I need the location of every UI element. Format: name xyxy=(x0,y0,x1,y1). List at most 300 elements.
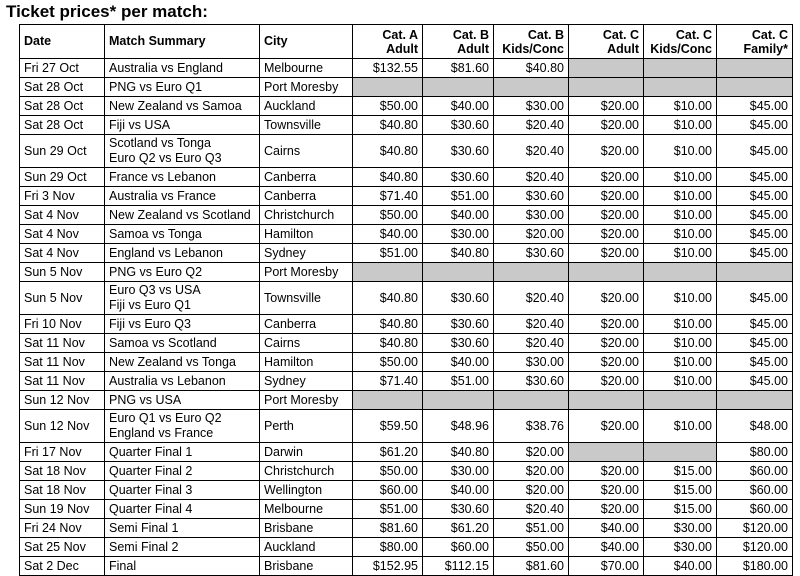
match-summary-cell xyxy=(105,353,260,372)
price-cell: $10.00 xyxy=(644,353,717,372)
price-cell: $10.00 xyxy=(644,225,717,244)
header-match-summary: Match Summary xyxy=(105,25,260,59)
match-name: PNG vs Euro Q2 xyxy=(109,264,203,279)
match-name: Samoa vs Scotland xyxy=(109,335,217,350)
match-summary-cell xyxy=(105,78,260,97)
city-cell: Townsville xyxy=(260,116,353,135)
price-cell: $60.00 xyxy=(717,462,793,481)
unavailable-price-cell xyxy=(717,78,793,97)
date-cell: Sat 4 Nov xyxy=(20,244,105,263)
price-cell: $59.50 xyxy=(353,410,423,443)
unavailable-price-cell xyxy=(644,443,717,462)
city-cell: Townsville xyxy=(260,282,353,315)
table-row xyxy=(20,206,793,225)
city-cell: Christchurch xyxy=(260,206,353,225)
price-cell: $48.00 xyxy=(717,410,793,443)
match-summary-cell xyxy=(105,557,260,576)
price-cell: $45.00 xyxy=(717,225,793,244)
city-cell: Melbourne xyxy=(260,500,353,519)
match-name: England vs Lebanon xyxy=(109,245,223,260)
match-summary-cell xyxy=(105,97,260,116)
price-cell: $30.00 xyxy=(494,97,569,116)
match-summary-cell xyxy=(105,410,260,443)
price-cell: $61.20 xyxy=(423,519,494,538)
unavailable-price-cell xyxy=(717,263,793,282)
match-summary-cell xyxy=(105,59,260,78)
date-cell: Sat 4 Nov xyxy=(20,225,105,244)
price-cell: $45.00 xyxy=(717,244,793,263)
city-cell: Sydney xyxy=(260,372,353,391)
ticket-price-table xyxy=(19,24,793,576)
price-cell: $40.80 xyxy=(353,168,423,187)
price-cell: $20.40 xyxy=(494,282,569,315)
match-name: Quarter Final 1 xyxy=(109,444,193,459)
price-cell: $40.00 xyxy=(353,225,423,244)
price-cell: $45.00 xyxy=(717,187,793,206)
price-cell: $30.00 xyxy=(423,225,494,244)
unavailable-price-cell xyxy=(569,78,644,97)
price-cell: $50.00 xyxy=(353,353,423,372)
price-cell: $20.00 xyxy=(569,481,644,500)
header-label-line: Adult xyxy=(607,41,639,56)
price-cell: $50.00 xyxy=(353,97,423,116)
price-cell: $20.00 xyxy=(569,187,644,206)
date-cell: Sun 5 Nov xyxy=(20,282,105,315)
city-cell: Hamilton xyxy=(260,353,353,372)
price-cell: $70.00 xyxy=(569,557,644,576)
price-cell: $132.55 xyxy=(353,59,423,78)
city-cell: Port Moresby xyxy=(260,391,353,410)
date-cell: Sun 5 Nov xyxy=(20,263,105,282)
match-name: Euro Q2 vs Euro Q3 xyxy=(109,151,222,165)
price-cell: $80.00 xyxy=(353,538,423,557)
price-cell: $180.00 xyxy=(717,557,793,576)
table-row xyxy=(20,538,793,557)
price-cell: $30.60 xyxy=(423,315,494,334)
price-cell: $30.60 xyxy=(494,244,569,263)
match-name: New Zealand vs Scotland xyxy=(109,207,251,222)
price-cell: $20.00 xyxy=(569,500,644,519)
price-cell: $30.60 xyxy=(423,334,494,353)
match-summary-cell xyxy=(105,116,260,135)
price-cell: $20.40 xyxy=(494,135,569,168)
date-cell: Sat 11 Nov xyxy=(20,353,105,372)
table-row xyxy=(20,462,793,481)
city-cell: Port Moresby xyxy=(260,263,353,282)
price-cell: $51.00 xyxy=(494,519,569,538)
price-cell: $50.00 xyxy=(494,538,569,557)
unavailable-price-cell xyxy=(423,391,494,410)
price-cell: $40.00 xyxy=(423,206,494,225)
city-cell: Melbourne xyxy=(260,59,353,78)
price-cell: $10.00 xyxy=(644,168,717,187)
table-row xyxy=(20,225,793,244)
price-cell: $120.00 xyxy=(717,538,793,557)
price-cell: $20.00 xyxy=(569,116,644,135)
price-cell: $40.00 xyxy=(423,97,494,116)
match-summary-cell xyxy=(105,538,260,557)
match-name: Quarter Final 3 xyxy=(109,482,193,497)
unavailable-price-cell xyxy=(353,263,423,282)
price-cell: $15.00 xyxy=(644,500,717,519)
match-name: Semi Final 1 xyxy=(109,520,179,535)
price-cell: $20.00 xyxy=(569,225,644,244)
match-name: New Zealand vs Tonga xyxy=(109,354,236,369)
match-name: Samoa vs Tonga xyxy=(109,226,202,241)
unavailable-price-cell xyxy=(644,78,717,97)
date-cell: Fri 17 Nov xyxy=(20,443,105,462)
price-cell: $40.00 xyxy=(423,353,494,372)
price-cell: $30.00 xyxy=(423,462,494,481)
price-cell: $30.60 xyxy=(423,282,494,315)
date-cell: Sat 28 Oct xyxy=(20,78,105,97)
match-name: Fiji vs Euro Q3 xyxy=(109,316,191,331)
price-cell: $10.00 xyxy=(644,244,717,263)
table-row xyxy=(20,135,793,168)
price-cell: $45.00 xyxy=(717,334,793,353)
match-summary-cell xyxy=(105,372,260,391)
date-cell: Sat 25 Nov xyxy=(20,538,105,557)
price-cell: $20.00 xyxy=(569,97,644,116)
header-label-line: Cat. B xyxy=(452,27,489,42)
header-cat-b-kids-conc xyxy=(494,25,569,59)
table-row xyxy=(20,59,793,78)
match-name: England vs France xyxy=(109,426,214,440)
price-cell: $51.00 xyxy=(423,372,494,391)
price-cell: $20.00 xyxy=(569,334,644,353)
header-label-line: Family* xyxy=(743,41,788,56)
unavailable-price-cell xyxy=(644,391,717,410)
date-cell: Sat 18 Nov xyxy=(20,481,105,500)
price-cell: $60.00 xyxy=(353,481,423,500)
match-summary-cell xyxy=(105,315,260,334)
date-cell: Sun 19 Nov xyxy=(20,500,105,519)
price-cell: $40.00 xyxy=(423,481,494,500)
city-cell: Canberra xyxy=(260,168,353,187)
price-cell: $81.60 xyxy=(423,59,494,78)
match-name: Australia vs Lebanon xyxy=(109,373,226,388)
price-cell: $15.00 xyxy=(644,481,717,500)
price-cell: $40.80 xyxy=(423,244,494,263)
header-label-line: Cat. C xyxy=(751,27,788,42)
price-cell: $71.40 xyxy=(353,187,423,206)
city-cell: Cairns xyxy=(260,334,353,353)
price-cell: $30.00 xyxy=(494,206,569,225)
price-cell: $20.00 xyxy=(494,462,569,481)
price-cell: $40.80 xyxy=(423,443,494,462)
date-cell: Fri 24 Nov xyxy=(20,519,105,538)
table-row xyxy=(20,187,793,206)
price-cell: $10.00 xyxy=(644,97,717,116)
price-cell: $15.00 xyxy=(644,462,717,481)
table-row xyxy=(20,315,793,334)
price-cell: $51.00 xyxy=(353,244,423,263)
date-cell: Sat 4 Nov xyxy=(20,206,105,225)
unavailable-price-cell xyxy=(353,78,423,97)
price-cell: $10.00 xyxy=(644,315,717,334)
unavailable-price-cell xyxy=(569,391,644,410)
date-cell: Sat 2 Dec xyxy=(20,557,105,576)
match-name: PNG vs USA xyxy=(109,392,182,407)
price-cell: $10.00 xyxy=(644,206,717,225)
match-name: Final xyxy=(109,558,137,573)
price-cell: $40.80 xyxy=(353,282,423,315)
table-row xyxy=(20,443,793,462)
price-cell: $20.00 xyxy=(494,443,569,462)
price-cell: $20.00 xyxy=(494,225,569,244)
price-cell: $51.00 xyxy=(353,500,423,519)
price-cell: $45.00 xyxy=(717,206,793,225)
header-label-line: Kids/Conc xyxy=(502,41,564,56)
city-cell: Perth xyxy=(260,410,353,443)
price-cell: $45.00 xyxy=(717,168,793,187)
price-cell: $30.60 xyxy=(423,500,494,519)
price-cell: $61.20 xyxy=(353,443,423,462)
header-label-line: Kids/Conc xyxy=(650,41,712,56)
price-cell: $30.60 xyxy=(423,135,494,168)
price-cell: $20.40 xyxy=(494,334,569,353)
date-cell: Sat 28 Oct xyxy=(20,97,105,116)
table-row xyxy=(20,263,793,282)
city-cell: Darwin xyxy=(260,443,353,462)
price-cell: $20.00 xyxy=(569,282,644,315)
match-summary-cell xyxy=(105,282,260,315)
price-cell: $10.00 xyxy=(644,116,717,135)
page-title: Ticket prices* per match: xyxy=(6,2,208,21)
table-row xyxy=(20,410,793,443)
unavailable-price-cell xyxy=(423,78,494,97)
price-cell: $30.00 xyxy=(494,353,569,372)
city-cell: Canberra xyxy=(260,315,353,334)
table-row xyxy=(20,244,793,263)
price-cell: $20.40 xyxy=(494,500,569,519)
table-row xyxy=(20,481,793,500)
date-cell: Sat 28 Oct xyxy=(20,116,105,135)
city-cell: Sydney xyxy=(260,244,353,263)
unavailable-price-cell xyxy=(717,391,793,410)
price-cell: $45.00 xyxy=(717,315,793,334)
header-label-line: Cat. A xyxy=(382,27,418,42)
price-cell: $45.00 xyxy=(717,97,793,116)
price-cell: $71.40 xyxy=(353,372,423,391)
match-summary-cell xyxy=(105,462,260,481)
header-label-line: Adult xyxy=(386,41,418,56)
header-label-line: Adult xyxy=(457,41,489,56)
date-cell: Sun 12 Nov xyxy=(20,410,105,443)
unavailable-price-cell xyxy=(569,59,644,78)
price-cell: $152.95 xyxy=(353,557,423,576)
table-row xyxy=(20,500,793,519)
price-cell: $20.40 xyxy=(494,116,569,135)
price-cell: $10.00 xyxy=(644,135,717,168)
header-date: Date xyxy=(20,25,105,59)
price-cell: $40.80 xyxy=(353,334,423,353)
price-cell: $10.00 xyxy=(644,187,717,206)
price-cell: $30.60 xyxy=(494,372,569,391)
date-cell: Fri 27 Oct xyxy=(20,59,105,78)
match-name: Scotland vs Tonga xyxy=(109,136,211,150)
match-summary-cell xyxy=(105,168,260,187)
price-cell: $20.40 xyxy=(494,315,569,334)
city-cell: Auckland xyxy=(260,97,353,116)
price-cell: $45.00 xyxy=(717,282,793,315)
price-cell: $51.00 xyxy=(423,187,494,206)
table-row xyxy=(20,372,793,391)
price-cell: $40.80 xyxy=(494,59,569,78)
date-cell: Fri 10 Nov xyxy=(20,315,105,334)
price-cell: $20.00 xyxy=(569,410,644,443)
unavailable-price-cell xyxy=(423,263,494,282)
date-cell: Sat 18 Nov xyxy=(20,462,105,481)
match-summary-cell xyxy=(105,135,260,168)
table-row xyxy=(20,168,793,187)
header-label-line: Cat. B xyxy=(527,27,564,42)
match-summary-cell xyxy=(105,391,260,410)
price-cell: $38.76 xyxy=(494,410,569,443)
match-summary-cell xyxy=(105,443,260,462)
city-cell: Brisbane xyxy=(260,519,353,538)
price-cell: $10.00 xyxy=(644,410,717,443)
price-cell: $20.00 xyxy=(569,206,644,225)
date-cell: Sun 29 Oct xyxy=(20,135,105,168)
date-cell: Sat 11 Nov xyxy=(20,372,105,391)
price-cell: $40.80 xyxy=(353,135,423,168)
price-cell: $81.60 xyxy=(353,519,423,538)
price-cell: $30.00 xyxy=(644,519,717,538)
match-summary-cell xyxy=(105,225,260,244)
match-name: PNG vs Euro Q1 xyxy=(109,79,203,94)
date-cell: Sat 11 Nov xyxy=(20,334,105,353)
price-cell: $20.00 xyxy=(569,372,644,391)
match-summary-cell xyxy=(105,481,260,500)
date-cell: Sun 12 Nov xyxy=(20,391,105,410)
table-row xyxy=(20,557,793,576)
price-cell: $45.00 xyxy=(717,135,793,168)
price-cell: $45.00 xyxy=(717,116,793,135)
city-cell: Hamilton xyxy=(260,225,353,244)
unavailable-price-cell xyxy=(494,263,569,282)
match-summary-cell xyxy=(105,187,260,206)
match-name: Euro Q3 vs USA xyxy=(109,283,201,297)
table-row xyxy=(20,353,793,372)
match-name: Fiji vs USA xyxy=(109,117,171,132)
match-summary-cell xyxy=(105,263,260,282)
match-name: Fiji vs Euro Q1 xyxy=(109,298,191,312)
price-cell: $60.00 xyxy=(717,500,793,519)
city-cell: Wellington xyxy=(260,481,353,500)
price-cell: $40.80 xyxy=(353,315,423,334)
price-cell: $40.00 xyxy=(569,519,644,538)
unavailable-price-cell xyxy=(569,263,644,282)
match-name: France vs Lebanon xyxy=(109,169,217,184)
table-row xyxy=(20,78,793,97)
price-cell: $20.00 xyxy=(569,168,644,187)
city-cell: Auckland xyxy=(260,538,353,557)
header-cat-c-adult xyxy=(569,25,644,59)
table-row xyxy=(20,97,793,116)
price-cell: $20.00 xyxy=(569,353,644,372)
price-cell: $81.60 xyxy=(494,557,569,576)
city-cell: Port Moresby xyxy=(260,78,353,97)
header-row xyxy=(20,25,793,59)
city-cell: Christchurch xyxy=(260,462,353,481)
header-cat-a-adult xyxy=(353,25,423,59)
header-label-line: Cat. C xyxy=(675,27,712,42)
header-cat-c-kids-conc xyxy=(644,25,717,59)
city-cell: Brisbane xyxy=(260,557,353,576)
price-cell: $10.00 xyxy=(644,334,717,353)
price-cell: $120.00 xyxy=(717,519,793,538)
match-name: Australia vs England xyxy=(109,60,223,75)
table-row xyxy=(20,282,793,315)
price-cell: $60.00 xyxy=(423,538,494,557)
header-label-line: Cat. C xyxy=(602,27,639,42)
price-cell: $10.00 xyxy=(644,372,717,391)
match-name: Quarter Final 4 xyxy=(109,501,193,516)
price-cell: $60.00 xyxy=(717,481,793,500)
unavailable-price-cell xyxy=(644,263,717,282)
unavailable-price-cell xyxy=(717,59,793,78)
unavailable-price-cell xyxy=(494,78,569,97)
price-cell: $40.00 xyxy=(569,538,644,557)
price-cell: $40.80 xyxy=(353,116,423,135)
table-row xyxy=(20,116,793,135)
price-cell: $45.00 xyxy=(717,353,793,372)
price-cell: $30.60 xyxy=(494,187,569,206)
unavailable-price-cell xyxy=(353,391,423,410)
price-cell: $20.40 xyxy=(494,168,569,187)
city-cell: Canberra xyxy=(260,187,353,206)
match-summary-cell xyxy=(105,334,260,353)
price-cell: $48.96 xyxy=(423,410,494,443)
price-cell: $45.00 xyxy=(717,372,793,391)
header-cat-b-adult xyxy=(423,25,494,59)
match-name: Australia vs France xyxy=(109,188,216,203)
price-cell: $30.00 xyxy=(644,538,717,557)
price-cell: $30.60 xyxy=(423,116,494,135)
price-cell: $30.60 xyxy=(423,168,494,187)
price-cell: $80.00 xyxy=(717,443,793,462)
unavailable-price-cell xyxy=(644,59,717,78)
date-cell: Fri 3 Nov xyxy=(20,187,105,206)
date-cell: Sun 29 Oct xyxy=(20,168,105,187)
price-cell: $20.00 xyxy=(569,135,644,168)
city-cell: Cairns xyxy=(260,135,353,168)
price-cell: $20.00 xyxy=(569,315,644,334)
unavailable-price-cell xyxy=(569,443,644,462)
table-row xyxy=(20,334,793,353)
table-body xyxy=(20,59,793,576)
price-cell: $10.00 xyxy=(644,282,717,315)
match-name: Euro Q1 vs Euro Q2 xyxy=(109,411,222,425)
price-cell: $20.00 xyxy=(569,462,644,481)
price-cell: $50.00 xyxy=(353,462,423,481)
price-cell: $20.00 xyxy=(494,481,569,500)
unavailable-price-cell xyxy=(494,391,569,410)
match-summary-cell xyxy=(105,206,260,225)
price-cell: $50.00 xyxy=(353,206,423,225)
match-summary-cell xyxy=(105,244,260,263)
table-row xyxy=(20,391,793,410)
match-summary-cell xyxy=(105,500,260,519)
match-summary-cell xyxy=(105,519,260,538)
price-cell: $20.00 xyxy=(569,244,644,263)
match-name: Quarter Final 2 xyxy=(109,463,193,478)
match-name: Semi Final 2 xyxy=(109,539,179,554)
table-row xyxy=(20,519,793,538)
header-cat-c-family xyxy=(717,25,793,59)
header-city: City xyxy=(260,25,353,59)
